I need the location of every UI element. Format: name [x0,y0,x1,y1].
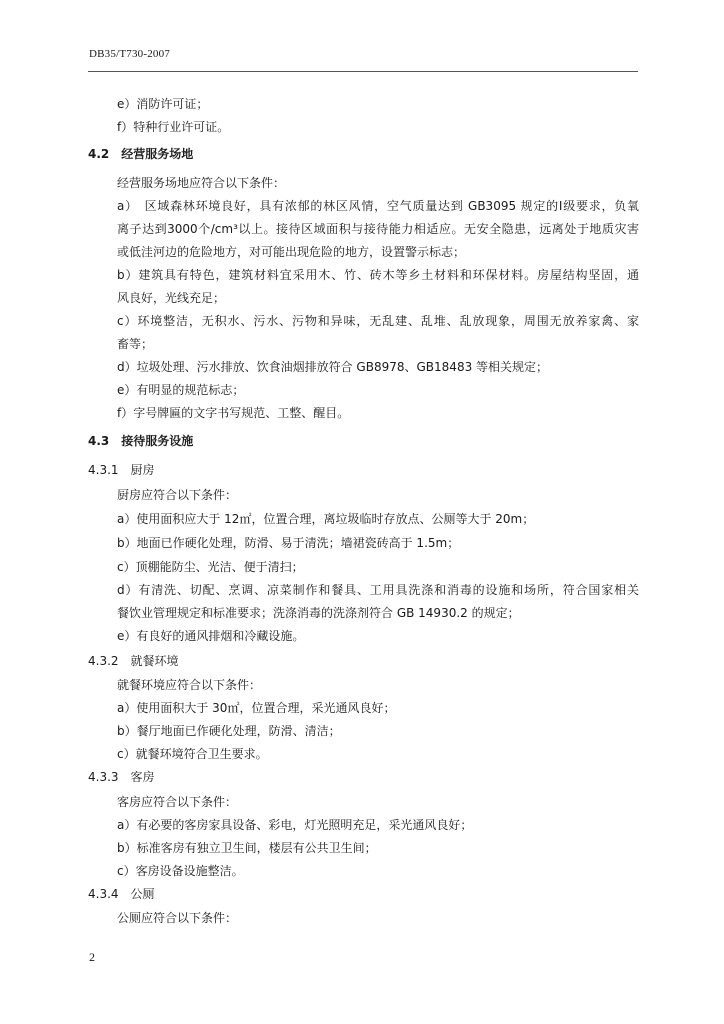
guestroom-item-c: c）客房设备设施整洁。 [117,864,244,878]
kitchen-item-a: a）使用面积应大于 12㎡，位置合理，离垃圾临时存放点、公厕等大于 20m； [117,512,535,526]
dining-item-b: b）餐厅地面已作硬化处理，防滑、清洁； [117,724,341,738]
dining-item-a: a）使用面积大于 30㎡，位置合理，采光通风良好； [117,701,396,715]
page-number: 2 [89,950,95,964]
item-c-line-1: c）环境整洁，无积水、污水、污物和异味，无乱建、乱堆、乱放现象，周围无放养家禽、家 [117,314,639,328]
item-f-special-permit: f）特种行业许可证。 [117,120,230,134]
kitchen-item-c: c）顶棚能防尘、光洁、便于清扫； [117,560,304,574]
section-4-2-intro: 经营服务场地应符合以下条件： [117,176,286,190]
section-4-3-1-heading: 4.3.1 厨房 [88,463,155,477]
kitchen-item-d-line-1: d）有清洗、切配、烹调、凉菜制作和餐具、工用具洗涤和消毒的设施和场所，符合国家相关 [117,583,639,597]
kitchen-intro: 厨房应符合以下条件： [117,488,238,502]
section-4-3-2-heading: 4.3.2 就餐环境 [88,654,179,668]
toilet-intro: 公厕应符合以下条件： [117,911,238,925]
item-c-line-2: 畜等； [117,337,154,351]
item-a-line-1: a） 区域森林环境良好，具有浓郁的林区风情，空气质量达到 GB3095 规定的Ⅰ级要求，负氧 [117,199,639,213]
kitchen-item-b: b）地面已作硬化处理，防滑、易于清洗；墙裙瓷砖高于 1.5m； [117,536,460,550]
guestroom-item-b: b）标准客房有独立卫生间，楼层有公共卫生间； [117,841,377,855]
guestroom-intro: 客房应符合以下条件： [117,795,238,809]
item-d-waste: d）垃圾处理、污水排放、饮食油烟排放符合 GB8978、GB18483 等相关规定； [117,360,549,374]
item-e-signs: e）有明显的规范标志； [117,383,245,397]
kitchen-item-e: e）有良好的通风排烟和冷藏设施。 [117,629,305,643]
item-b-line-2: 风良好，光线充足； [117,291,226,305]
standard-code: DB35/T730-2007 [89,48,171,60]
item-e-fire-permit: e）消防许可证； [117,97,209,111]
item-b-line-1: b）建筑具有特色，建筑材料宜采用木、竹、砖木等乡土材料和环保材料。房屋结构坚固，通 [117,268,639,282]
dining-intro: 就餐环境应符合以下条件： [117,678,262,692]
item-a-line-2: 离子达到3000个/cm³以上。接待区域面积与接待能力相适应。无安全隐患，远离处于地质灾害 [117,222,639,236]
section-4-3-heading: 4.3 接待服务设施 [88,434,194,448]
header-divider [88,71,638,72]
kitchen-item-d-line-2: 餐饮业管理规定和标准要求；洗涤消毒的洗涤剂符合 GB 14930.2 的规定； [117,606,520,620]
guestroom-item-a: a）有必要的客房家具设备、彩电，灯光照明充足，采光通风良好； [117,818,473,832]
section-4-3-3-heading: 4.3.3 客房 [88,770,155,784]
dining-item-c: c）就餐环境符合卫生要求。 [117,747,268,761]
item-f-signboard: f）字号牌匾的文字书写规范、工整、醒目。 [117,406,350,420]
item-a-line-3: 或低洼河边的危险地方，对可能出现危险的地方，设置警示标志； [117,245,466,259]
section-4-2-heading: 4.2 经营服务场地 [88,147,194,161]
section-4-3-4-heading: 4.3.4 公厕 [88,887,155,901]
